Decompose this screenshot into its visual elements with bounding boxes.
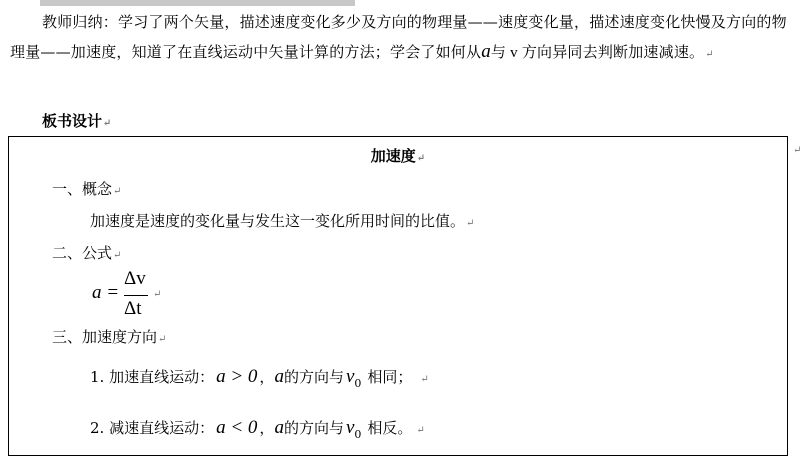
paragraph-mark-icon: ↵	[158, 334, 167, 345]
concept-definition	[90, 210, 474, 231]
item-symbol-v0-sub: 0	[354, 377, 362, 390]
fraction-bar	[124, 295, 148, 296]
item-separator: ，	[259, 419, 275, 437]
paragraph-mark-icon: ↵	[416, 425, 425, 436]
formula-fraction	[124, 268, 154, 328]
item-desc: 的方向与	[283, 419, 344, 437]
paragraph-mark-icon: ↵	[113, 186, 122, 197]
paragraph-mark-icon: ↵	[113, 250, 122, 261]
symbol-a: a	[481, 41, 491, 62]
summary-paragraph	[10, 8, 795, 69]
formula-lhs-text: a =	[92, 282, 120, 303]
paragraph-mark-icon: ↵	[793, 145, 801, 156]
concept-heading	[52, 178, 121, 199]
board-design-box	[8, 136, 788, 456]
item-label: 1. 加速直线运动：	[90, 368, 215, 386]
formula-denominator: Δt	[124, 298, 142, 319]
item-symbol-a: a	[274, 366, 284, 387]
paragraph-mark-icon: ↵	[420, 374, 429, 385]
board-title-text: 加速度	[370, 147, 416, 165]
summary-text-3: 方向异同去判断加速减速。	[521, 43, 705, 61]
direction-heading	[52, 326, 166, 347]
item-result: 相反。	[367, 419, 413, 437]
direction-heading-text: 三、加速度方向	[52, 328, 158, 346]
concept-heading-text: 一、概念	[52, 180, 113, 198]
item-condition: a < 0	[216, 417, 258, 438]
item-desc: 的方向与	[283, 368, 344, 386]
board-design-heading	[42, 110, 111, 131]
concept-definition-text: 加速度是速度的变化量与发生这一变化所用时间的比值。	[90, 212, 466, 230]
item-separator: ，	[259, 368, 275, 386]
item-symbol-v0-sub: 0	[354, 428, 362, 441]
board-design-heading-text: 板书设计	[42, 112, 103, 130]
board-title	[9, 145, 787, 166]
summary-text-2: 与	[490, 43, 507, 61]
paragraph-mark-icon: ↵	[416, 153, 426, 164]
paragraph-mark-icon: ↵	[103, 118, 112, 129]
summary-text-1: 教师归纳：学习了两个矢量，描述速度变化多少及方向的物理量——速度变化量，描述速度变化快慢及方向的物理量——加速度，知道了在直线运动中矢量计算的方法；学会了如何从	[10, 13, 787, 61]
item-symbol-a: a	[274, 417, 284, 438]
formula-heading-text: 二、公式	[52, 244, 113, 262]
paragraph-mark-icon: ↵	[466, 218, 475, 229]
formula-heading	[52, 242, 121, 263]
item-symbol-v0: v	[345, 417, 355, 438]
direction-item-accelerate	[90, 366, 429, 388]
paragraph-mark-icon: ↵	[153, 289, 162, 300]
paragraph-mark-icon: ↵	[705, 49, 714, 60]
formula-lhs	[92, 282, 119, 304]
item-condition: a > 0	[216, 366, 258, 387]
symbol-v: v	[510, 45, 518, 61]
direction-item-decelerate	[90, 417, 425, 439]
item-result: 相同；	[367, 368, 413, 386]
item-label: 2. 减速直线运动：	[90, 419, 215, 437]
formula-numerator: Δv	[124, 268, 146, 289]
item-symbol-v0: v	[345, 366, 355, 387]
top-gray-bar	[40, 0, 355, 6]
